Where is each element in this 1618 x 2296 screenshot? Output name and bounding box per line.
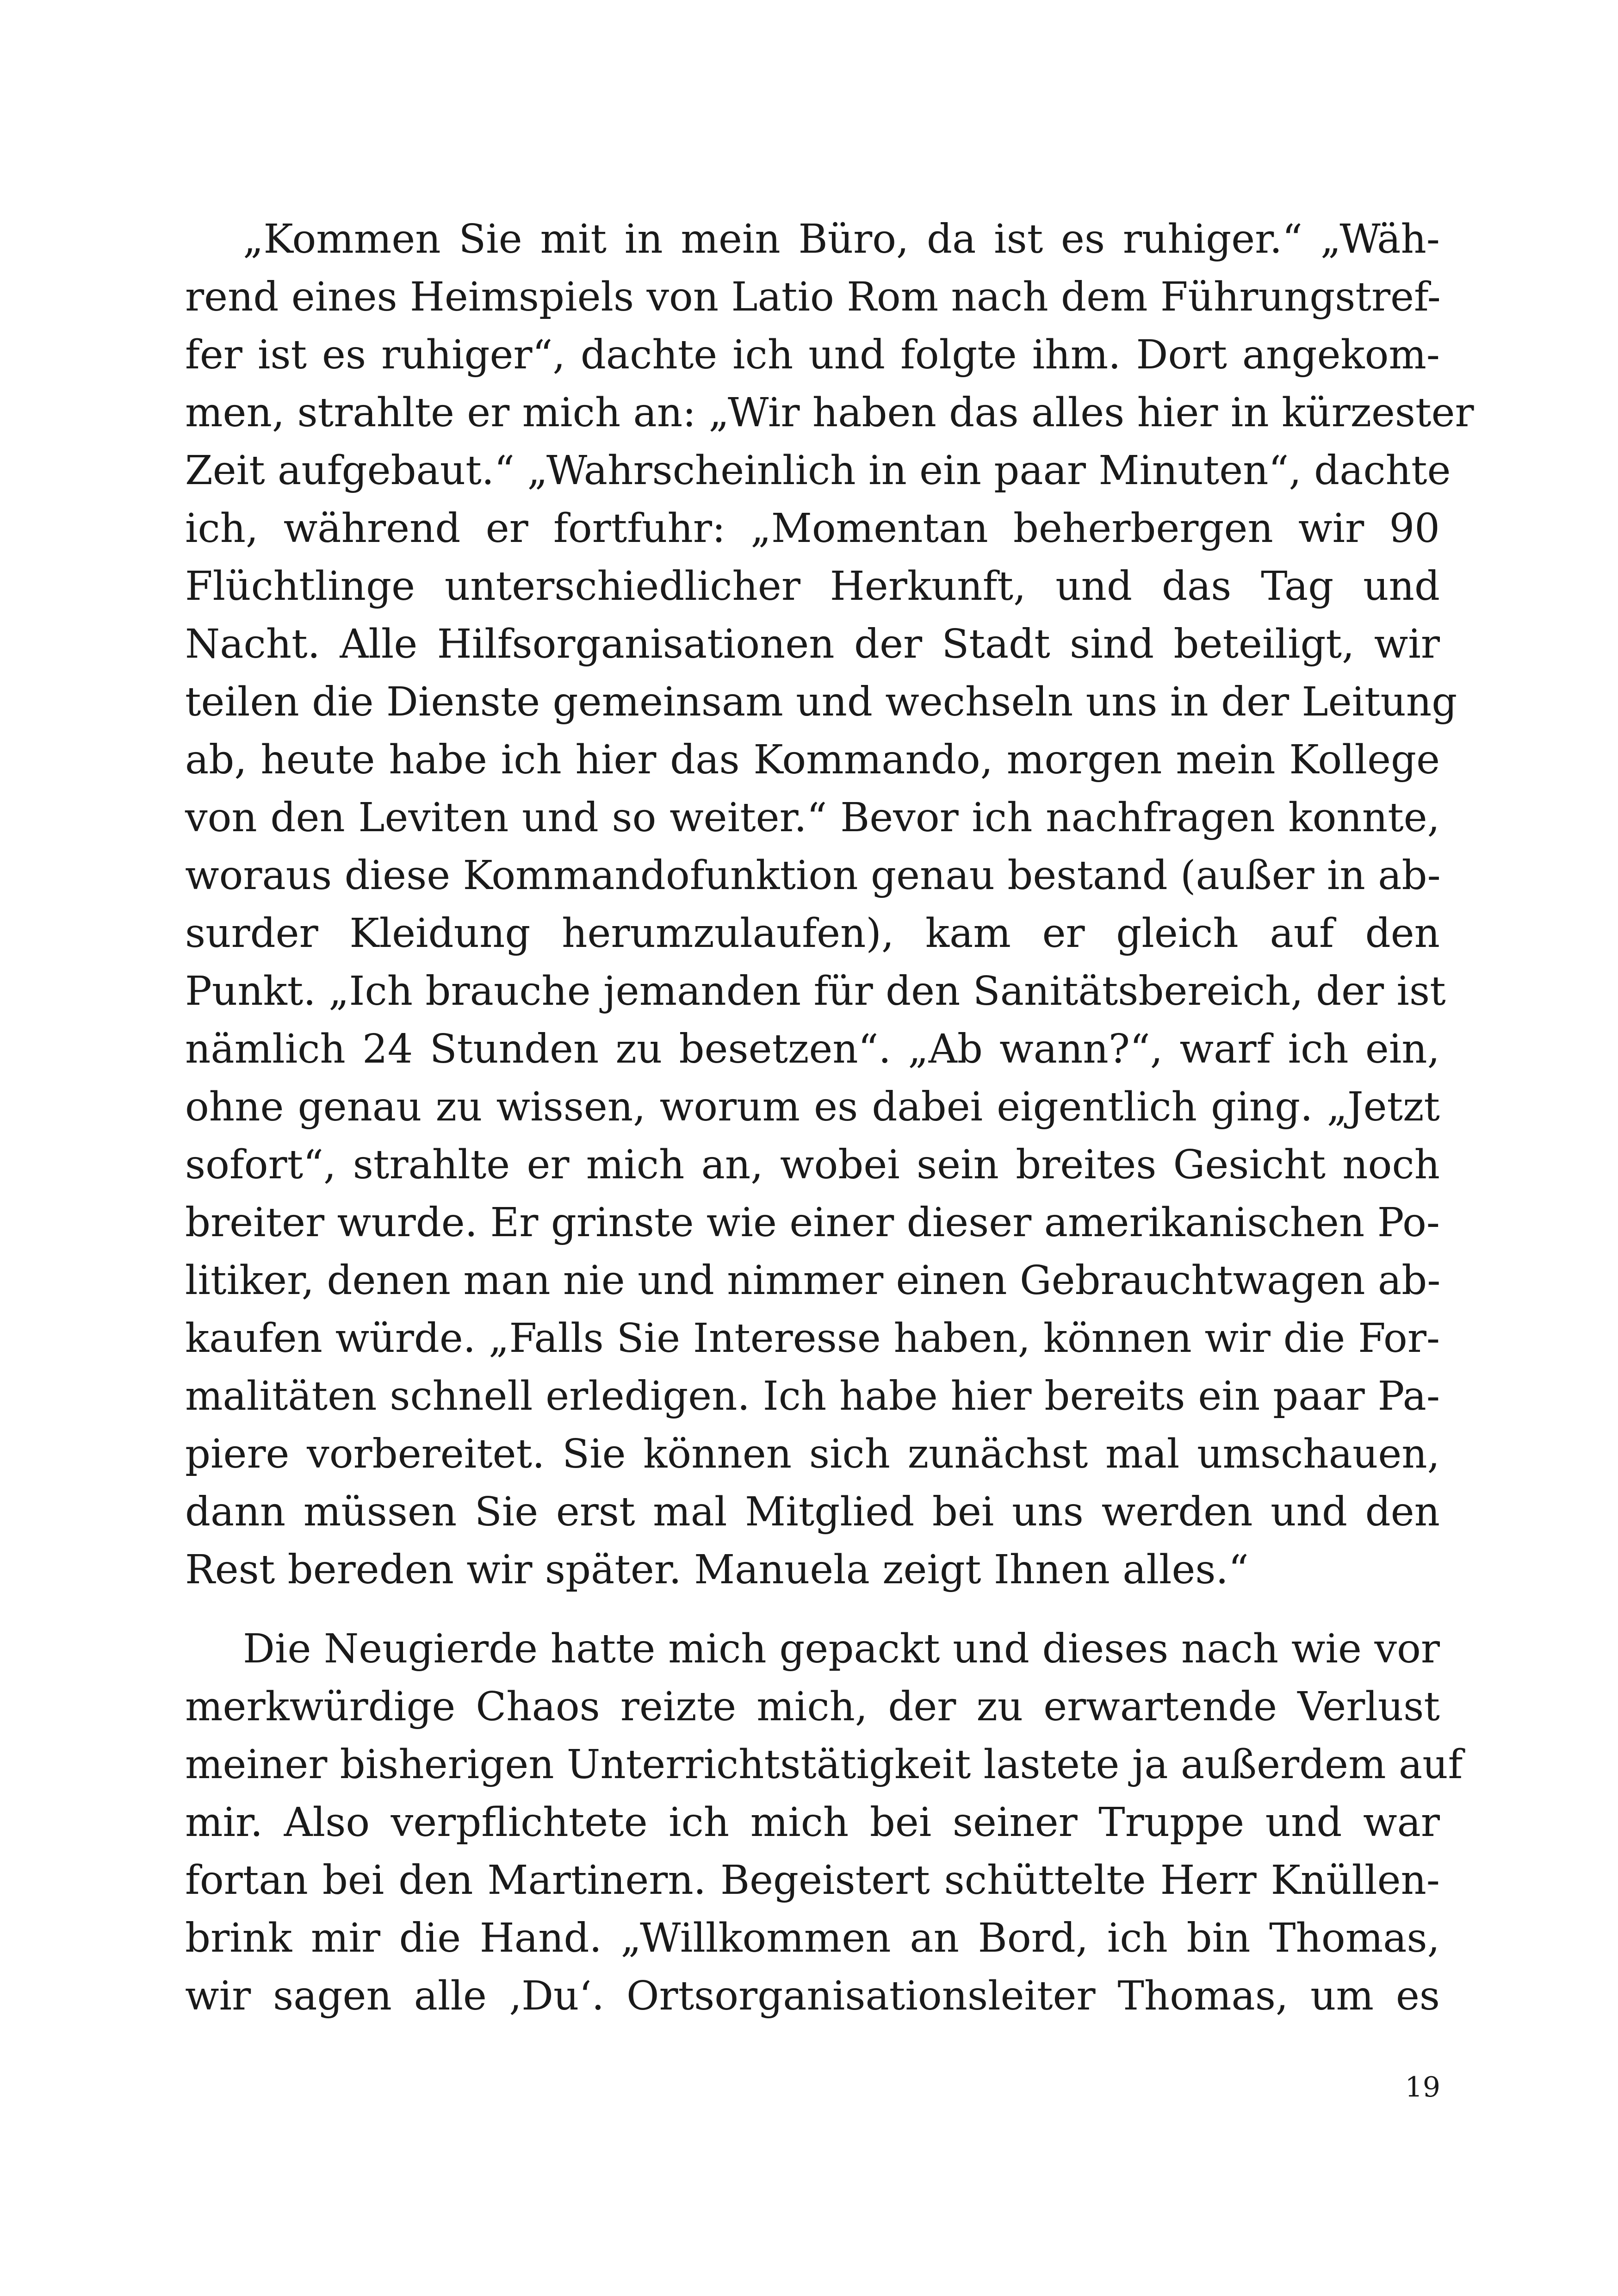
text-line: nämlich 24 Stunden zu besetzen“. „Ab wann?“, warf ich ein, (185, 1026, 1440, 1072)
text-line: sofort“, strahlte er mich an, wobei sein breites Gesicht noch (185, 1142, 1440, 1188)
text-line: wir sagen alle ‚Du‘. Ortsorganisationsleiter Thomas, um es (185, 1973, 1440, 2019)
text-line: fer ist es ruhiger“, dachte ich und folgte ihm. Dort angekom- (185, 332, 1440, 378)
text-line: merkwürdige Chaos reizte mich, der zu erwartende Verlust (185, 1684, 1440, 1730)
text-line: Zeit aufgebaut.“ „Wahrscheinlich in ein paar Minuten“, dachte (185, 448, 1451, 494)
text-line: men, strahlte er mich an: „Wir haben das alles hier in kürzester (185, 390, 1474, 436)
text-line: ich, während er fortfuhr: „Momentan beherbergen wir 90 (185, 505, 1440, 552)
body-text (185, 211, 1474, 2025)
text-line: Nacht. Alle Hilfsorganisationen der Stadt sind beteiligt, wir (185, 621, 1440, 667)
text-line: malitäten schnell erledigen. Ich habe hier bereits ein paar Pa- (185, 1373, 1440, 1419)
text-line: dann müssen Sie erst mal Mitglied bei uns werden und den (185, 1489, 1440, 1535)
text-line: teilen die Dienste gemeinsam und wechseln uns in der Leitung (185, 679, 1457, 725)
text-line: Rest bereden wir später. Manuela zeigt Ihnen alles.“ (185, 1547, 1249, 1593)
text-line: „Kommen Sie mit in mein Büro, da ist es ruhiger.“ „Wäh- (243, 216, 1440, 262)
paragraph-1 (185, 211, 1474, 1599)
text-line: meiner bisherigen Unterrichtstätigkeit lastete ja außerdem auf (185, 1742, 1463, 1788)
text-line: breiter wurde. Er grinste wie einer dieser amerikanischen Po- (185, 1200, 1440, 1246)
text-line: Flüchtlinge unterschiedlicher Herkunft, und das Tag und (185, 563, 1440, 610)
text-line: von den Leviten und so weiter.“ Bevor ich nachfragen konnte, (185, 795, 1440, 841)
text-line: piere vorbereitet. Sie können sich zunächst mal umschauen, (185, 1431, 1440, 1477)
text-line: Punkt. „Ich brauche jemanden für den Sanitätsbereich, der ist (185, 968, 1446, 1014)
text-line: rend eines Heimspiels von Latio Rom nach dem Führungstref- (185, 274, 1441, 320)
text-line: kaufen würde. „Falls Sie Interesse haben, können wir die For- (185, 1315, 1440, 1362)
text-line: mir. Also verpflichtete ich mich bei seiner Truppe und war (185, 1799, 1440, 1846)
text-line: ohne genau zu wissen, worum es dabei eigentlich ging. „Jetzt (185, 1084, 1440, 1130)
paragraph-2 (185, 1620, 1463, 2025)
text-line: surder Kleidung herumzulaufen), kam er gleich auf den (185, 910, 1440, 957)
page-number: 19 (1405, 2071, 1440, 2103)
text-line: woraus diese Kommandofunktion genau bestand (außer in ab- (185, 852, 1441, 899)
text-line: ab, heute habe ich hier das Kommando, morgen mein Kollege (185, 737, 1440, 783)
text-line: brink mir die Hand. „Willkommen an Bord, ich bin Thomas, (185, 1915, 1440, 1961)
text-line: Die Neugierde hatte mich gepackt und dieses nach wie vor (243, 1626, 1440, 1672)
text-line: fortan bei den Martinern. Begeistert schüttelte Herr Knüllen- (185, 1857, 1440, 1904)
text-line: litiker, denen man nie und nimmer einen Gebrauchtwagen ab- (185, 1257, 1441, 1304)
